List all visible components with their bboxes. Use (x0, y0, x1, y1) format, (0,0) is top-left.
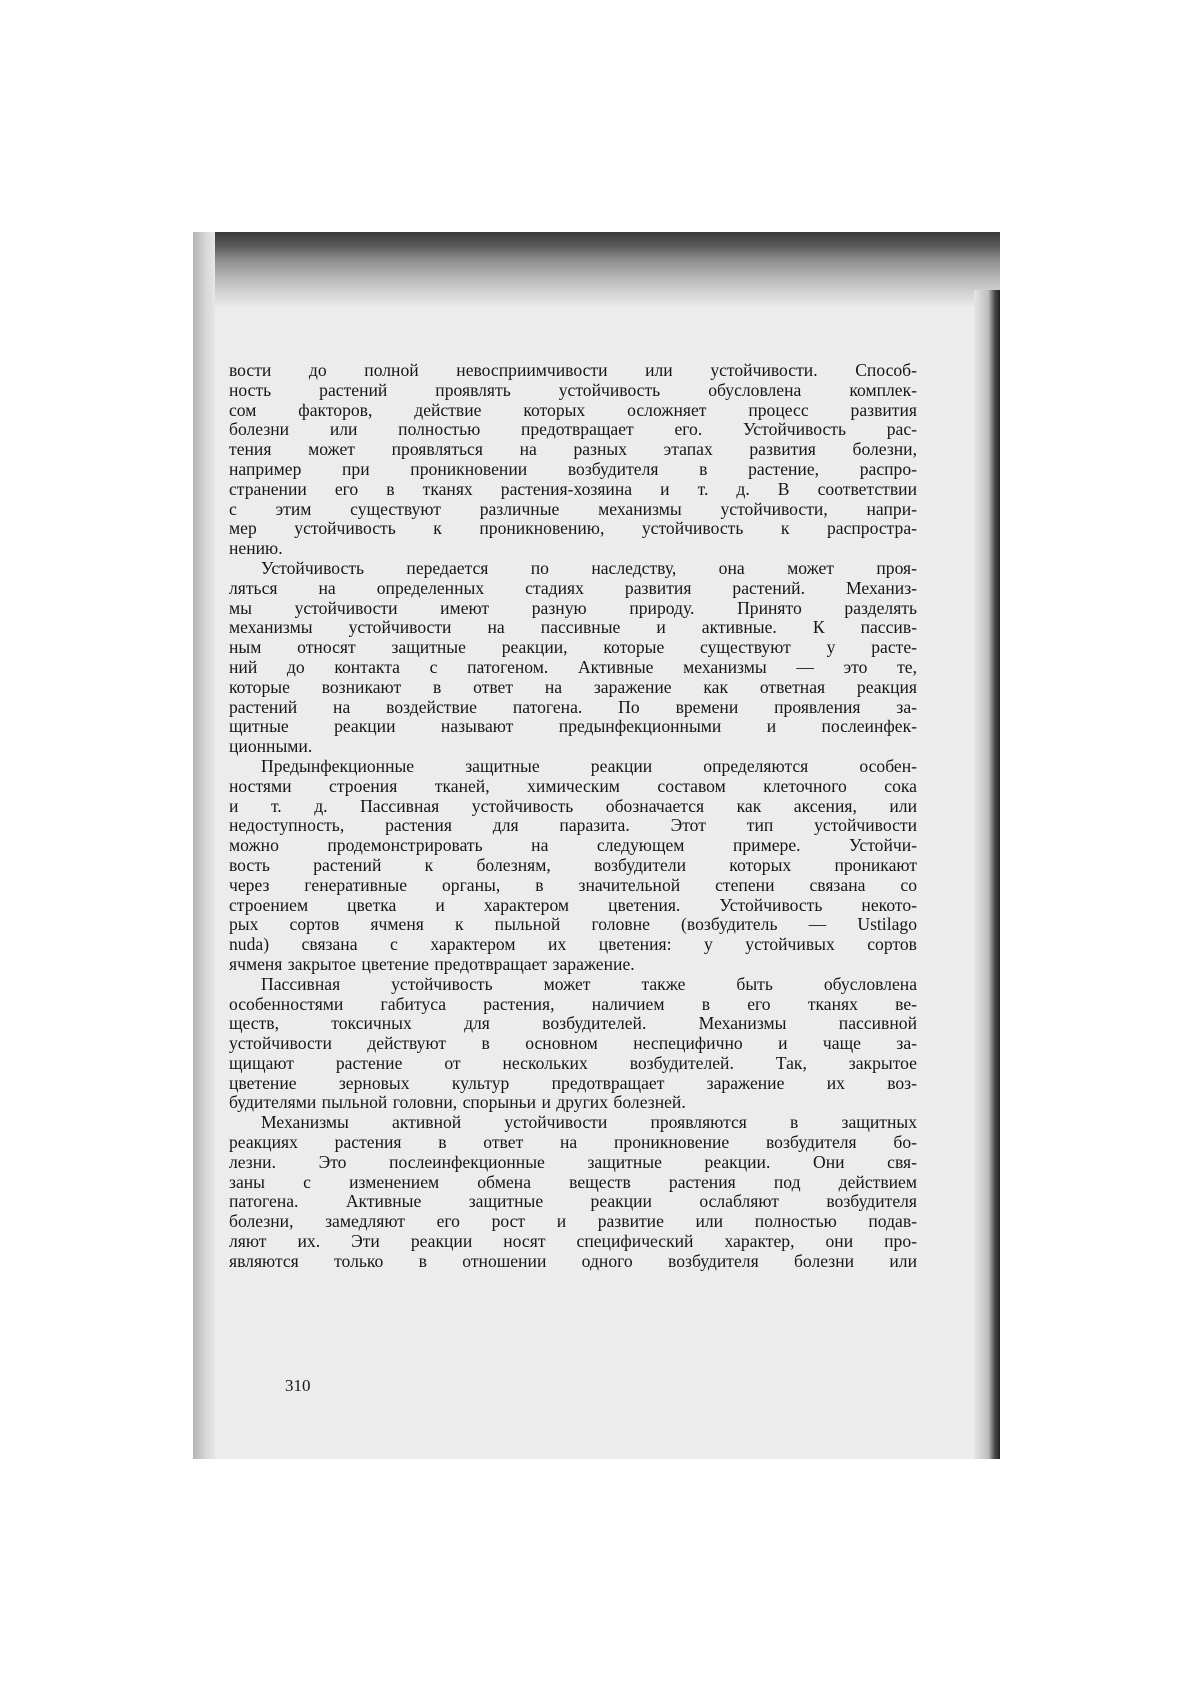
text-line: недоступность, растения для паразита. Этот тип устойчивости (229, 815, 917, 836)
page-number: 310 (285, 1376, 311, 1395)
text-line: реакциях растения в ответ на проникновение возбудителя бо- (229, 1132, 917, 1153)
text-line: которые возникают в ответ на заражение как ответная реакция (229, 676, 917, 697)
text-line: щитные реакции называют предынфекционными и послеинфек- (229, 716, 917, 737)
text-line: ячменя закрытое цветение предотвращает заражение. (229, 953, 635, 974)
text-line: мы устойчивости имеют разную природу. Принято разделять (229, 597, 917, 618)
text-line: устойчивости действуют в основном неспецифично и чаще за- (229, 1033, 917, 1054)
text-line: Пассивная устойчивость может также быть обусловлена (261, 973, 917, 994)
text-line: механизмы устойчивости на пассивные и активные. К пассив- (229, 617, 917, 638)
book-page-text (229, 361, 917, 1272)
paragraph-2 (229, 559, 917, 757)
text-line: ционными. (229, 736, 313, 757)
text-line: нению. (229, 538, 283, 559)
text-line: строением цветка и характером цветения. Устойчивость некото- (229, 894, 917, 915)
text-line: вости до полной невосприимчивости или устойчивости. Способ- (229, 360, 917, 380)
text-line: с этим существуют различные механизмы устойчивости, напри- (229, 498, 917, 519)
text-line: через генеративные органы, в значительной степени связана со (229, 874, 917, 895)
text-line: являются только в отношении одного возбудителя болезни или (229, 1250, 917, 1271)
text-line: мер устойчивость к проникновению, устойчивость к распростра- (229, 518, 917, 539)
text-line: будителями пыльной головни, спорыньи и других болезней. (229, 1092, 686, 1113)
scan-right-edge (974, 290, 1000, 1459)
text-line: сом факторов, действие которых осложняет процесс развития (229, 399, 917, 420)
paragraph-1 (229, 361, 917, 559)
text-line: Предынфекционные защитные реакции определяются особен- (261, 755, 917, 776)
scan-left-edge (193, 232, 215, 1459)
paragraph-4 (229, 975, 917, 1114)
text-line: щищают растение от нескольких возбудителей. Так, закрытое (229, 1052, 917, 1073)
text-line: ляют их. Эти реакции носят специфический характер, они про- (229, 1231, 917, 1252)
text-line: тения может проявляться на разных этапах развития болезни, (229, 439, 917, 460)
text-line: nuda) связана с характером их цветения: у устойчивых сортов (229, 934, 917, 955)
text-line: ным относят защитные реакции, которые существуют у расте- (229, 637, 917, 658)
text-line: странении его в тканях растения-хозяина и т. д. В соответствии (229, 478, 917, 499)
text-line: ний до контакта с патогеном. Активные механизмы — это те, (229, 656, 917, 677)
paragraph-5 (229, 1113, 917, 1271)
text-line: ществ, токсичных для возбудителей. Механизмы пассивной (229, 1013, 917, 1034)
text-line: Механизмы активной устойчивости проявляются в защитных (261, 1112, 917, 1133)
scan-top-shadow (193, 232, 1000, 306)
text-line: заны с изменением обмена веществ растения под действием (229, 1171, 917, 1192)
text-line: особенностями габитуса растения, наличием в его тканях ве- (229, 993, 917, 1014)
text-line: например при проникновении возбудителя в растение, распро- (229, 458, 917, 479)
text-line: вость растений к болезням, возбудители которых проникают (229, 854, 917, 875)
text-line: болезни или полностью предотвращает его. Устойчивость рас- (229, 419, 917, 440)
text-line: ностями строения тканей, химическим составом клеточного сока (229, 775, 917, 796)
text-line: Устойчивость передается по наследству, она может проя- (261, 557, 917, 578)
text-line: патогена. Активные защитные реакции ослабляют возбудителя (229, 1191, 917, 1212)
text-line: болезни, замедляют его рост и развитие или полностью подав- (229, 1211, 917, 1232)
text-line: растений на воздействие патогена. По времени проявления за- (229, 696, 917, 717)
text-line: можно продемонстрировать на следующем примере. Устойчи- (229, 835, 917, 856)
paragraph-3 (229, 757, 917, 975)
text-line: ляться на определенных стадиях развития растений. Механиз- (229, 577, 917, 598)
text-line: ность растений проявлять устойчивость обусловлена комплек- (229, 379, 917, 400)
text-line: лезни. Это послеинфекционные защитные реакции. Они свя- (229, 1151, 917, 1172)
text-line: рых сортов ячменя к пыльной головне (возбудитель — Ustilago (229, 914, 917, 935)
text-line: и т. д. Пассивная устойчивость обозначается как аксения, или (229, 795, 917, 816)
text-line: цветение зерновых культур предотвращает заражение их воз- (229, 1072, 917, 1093)
